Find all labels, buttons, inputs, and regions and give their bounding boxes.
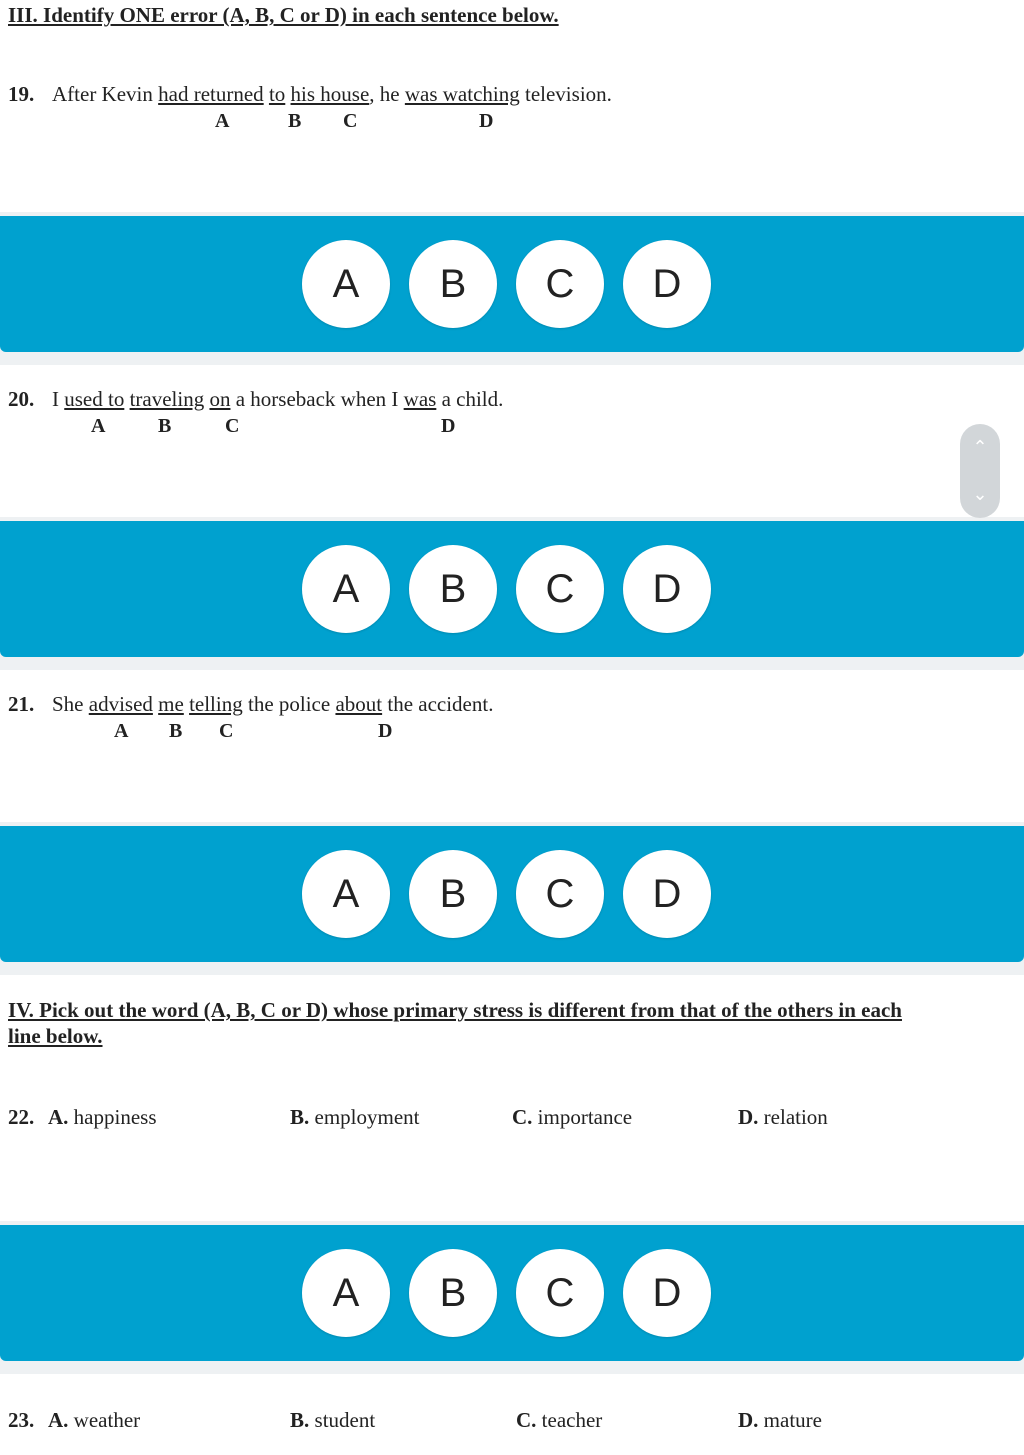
- underlined-part-c: his house: [290, 82, 370, 106]
- option-text: student: [309, 1408, 376, 1432]
- label-b: B: [169, 720, 183, 742]
- section-4-title-line: line below.: [8, 1024, 103, 1048]
- question-card-21: [0, 670, 1024, 822]
- option-letter: C.: [512, 1105, 533, 1129]
- option-letter: C.: [516, 1408, 537, 1432]
- question-number: 22.: [8, 1105, 35, 1129]
- option-text: relation: [758, 1105, 828, 1129]
- label-c: C: [219, 720, 234, 742]
- answer-b-button[interactable]: B: [409, 1249, 497, 1337]
- question-card-22: [0, 975, 1024, 1221]
- option-text: importance: [532, 1105, 633, 1129]
- option-b: [290, 1105, 420, 1130]
- answer-c-button[interactable]: C: [516, 545, 604, 633]
- sentence-text: I: [52, 387, 65, 411]
- chevron-up-icon[interactable]: ⌃: [972, 436, 988, 458]
- question-card-19: [0, 0, 1024, 212]
- answer-b-button[interactable]: B: [409, 850, 497, 938]
- underlined-part-b: traveling: [129, 387, 205, 411]
- option-letter: D.: [738, 1408, 759, 1432]
- sentence-text: After Kevin: [52, 82, 159, 106]
- underlined-part-d: was: [403, 387, 437, 411]
- underlined-part-c: on: [209, 387, 231, 411]
- option-letter: D.: [738, 1105, 759, 1129]
- underlined-part-b: to: [268, 82, 286, 106]
- answer-band-20: [0, 521, 1024, 657]
- sentence-text: , he: [369, 82, 405, 106]
- question-sentence: [52, 692, 493, 717]
- answer-a-button[interactable]: A: [302, 850, 390, 938]
- underlined-part-a: advised: [88, 692, 153, 716]
- underlined-part-a: had returned: [158, 82, 264, 106]
- scroll-navigator[interactable]: [960, 424, 1000, 518]
- label-b: B: [158, 415, 172, 437]
- option-a: [48, 1105, 157, 1130]
- underlined-part-a: used to: [64, 387, 125, 411]
- option-d: [738, 1105, 828, 1130]
- answer-d-button[interactable]: D: [623, 1249, 711, 1337]
- underlined-part-b: me: [158, 692, 184, 716]
- sentence-text: the police: [242, 692, 336, 716]
- answer-a-button[interactable]: A: [302, 240, 390, 328]
- answer-d-button[interactable]: D: [623, 240, 711, 328]
- option-letter: B.: [290, 1408, 310, 1432]
- label-b: B: [288, 110, 302, 132]
- label-c: C: [343, 110, 358, 132]
- answer-d-button[interactable]: D: [623, 850, 711, 938]
- section-4-title: [8, 997, 902, 1049]
- sentence-text: the accident.: [382, 692, 494, 716]
- option-text: teacher: [536, 1408, 603, 1432]
- label-c: C: [225, 415, 240, 437]
- label-d: D: [378, 720, 393, 742]
- label-a: A: [215, 110, 230, 132]
- label-d: D: [479, 110, 494, 132]
- answer-c-button[interactable]: C: [516, 1249, 604, 1337]
- answer-band-21: [0, 826, 1024, 962]
- label-a: A: [91, 415, 106, 437]
- question-number: 19.: [8, 82, 35, 106]
- sentence-text: a horseback when I: [230, 387, 404, 411]
- question-sentence: [52, 82, 612, 107]
- question-sentence: [52, 387, 503, 412]
- answer-c-button[interactable]: C: [516, 850, 604, 938]
- option-letter: B.: [290, 1105, 310, 1129]
- question-number: 20.: [8, 387, 35, 411]
- section-4-title-line: IV. Pick out the word (A, B, C or D) whose primary stress is different from that of the others in each: [8, 998, 902, 1022]
- question-number: 21.: [8, 692, 35, 716]
- option-text: happiness: [68, 1105, 157, 1129]
- answer-a-button[interactable]: A: [302, 1249, 390, 1337]
- sentence-text: She: [52, 692, 89, 716]
- answer-c-button[interactable]: C: [516, 240, 604, 328]
- option-text: weather: [68, 1408, 141, 1432]
- sentence-text: a child.: [436, 387, 504, 411]
- question-number: 23.: [8, 1408, 35, 1432]
- option-c: [516, 1408, 602, 1433]
- answer-b-button[interactable]: B: [409, 240, 497, 328]
- underlined-part-c: telling: [189, 692, 243, 716]
- question-card-23: [0, 1374, 1024, 1455]
- chevron-down-icon[interactable]: ⌄: [972, 483, 988, 505]
- answer-d-button[interactable]: D: [623, 545, 711, 633]
- answer-band-22: [0, 1225, 1024, 1361]
- question-card-20: [0, 365, 1024, 517]
- option-text: employment: [309, 1105, 420, 1129]
- option-a: [48, 1408, 140, 1433]
- underlined-part-d: was watching: [404, 82, 520, 106]
- answer-b-button[interactable]: B: [409, 545, 497, 633]
- label-d: D: [441, 415, 456, 437]
- answer-a-button[interactable]: A: [302, 545, 390, 633]
- option-text: mature: [758, 1408, 822, 1432]
- sentence-text: television.: [519, 82, 612, 106]
- option-letter: A.: [48, 1408, 69, 1432]
- underlined-part-d: about: [335, 692, 383, 716]
- option-d: [738, 1408, 822, 1433]
- section-3-title: III. Identify ONE error (A, B, C or D) in each sentence below.: [8, 3, 559, 27]
- option-letter: A.: [48, 1105, 69, 1129]
- answer-band-19: [0, 216, 1024, 352]
- label-a: A: [114, 720, 129, 742]
- option-b: [290, 1408, 375, 1433]
- option-c: [512, 1105, 632, 1130]
